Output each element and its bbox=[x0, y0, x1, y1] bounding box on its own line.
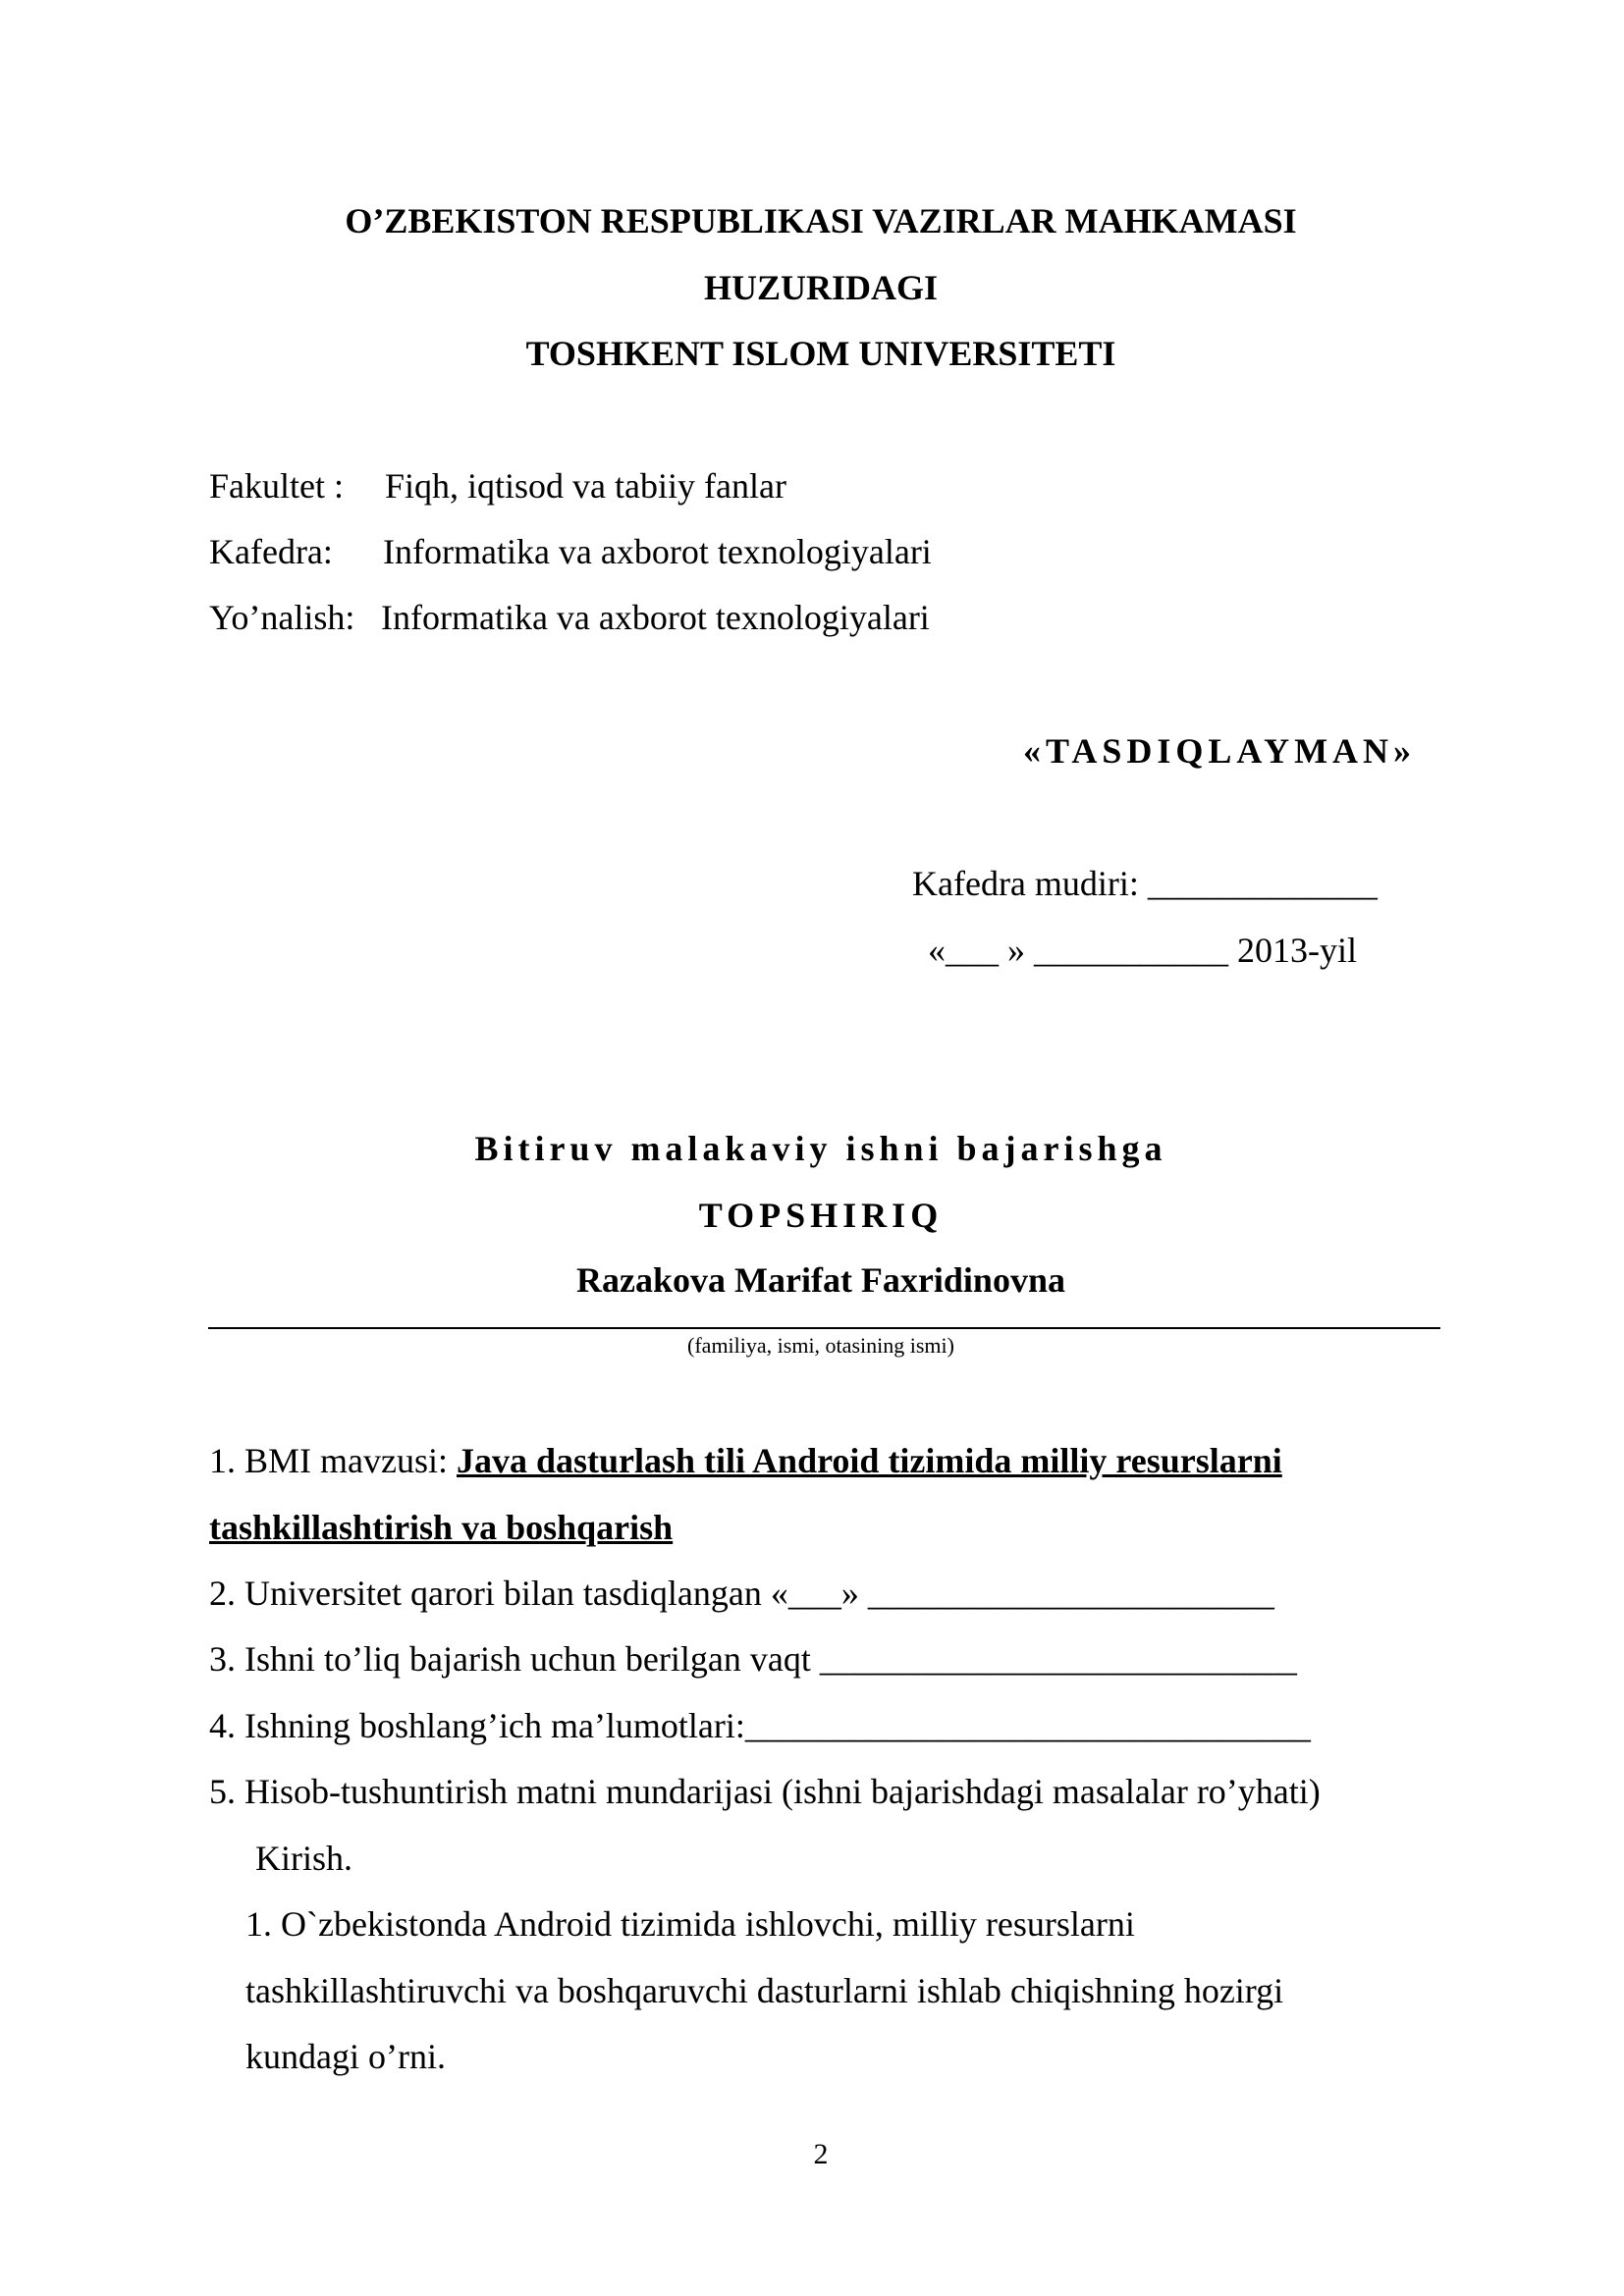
item-3: 3. Ishni to’liq bajarish uchun berilgan vaqt ___________________________ bbox=[209, 1639, 1297, 1679]
item-1-label: 1. BMI mavzusi: bbox=[209, 1441, 457, 1480]
approval-head-line: Kafedra mudiri: _____________ bbox=[912, 864, 1378, 903]
yonalish-label: Yo’nalish: bbox=[209, 598, 355, 637]
item-1 bbox=[209, 1443, 1282, 1478]
subitem-1-line-2: tashkillashtiruvchi va boshqaruvchi dasturlarni ishlab chiqishning hozirgi bbox=[245, 1971, 1284, 2010]
intro-line: Kirish. bbox=[255, 1839, 352, 1878]
item-4: 4. Ishning boshlang’ich ma’lumotlari:________________________________ bbox=[209, 1706, 1311, 1745]
header-line-3: TOSHKENT ISLOM UNIVERSITETI bbox=[525, 334, 1116, 373]
fakultet-label: Fakultet : bbox=[209, 466, 344, 506]
student-name: Razakova Marifat Faxridinovna bbox=[576, 1260, 1065, 1300]
header-line-1: O’ZBEKISTON RESPUBLIKASI VAZIRLAR MAHKAMASI bbox=[345, 201, 1297, 240]
header-line-2: HUZURIDAGI bbox=[703, 268, 939, 307]
page-number: 2 bbox=[813, 2138, 829, 2170]
task-title-line-1: Bitiruv malakaviy ishni bajarishga bbox=[474, 1129, 1167, 1168]
yonalish-value: Informatika va axborot texnologiyalari bbox=[381, 598, 930, 637]
kafedra-label: Kafedra: bbox=[209, 532, 333, 571]
kafedra-value: Informatika va axborot texnologiyalari bbox=[383, 532, 932, 571]
approval-title: «TASDIQLAYMAN» bbox=[1023, 731, 1417, 771]
item-1-topic-part-2: tashkillashtirish va boshqarish bbox=[209, 1508, 674, 1547]
name-caption: (familiya, ismi, otasining ismi) bbox=[687, 1333, 954, 1358]
approval-date-line: «___ » ___________ 2013-yil bbox=[928, 931, 1357, 970]
item-5: 5. Hisob-tushuntirish matni mundarijasi (ishni bajarishdagi masalalar ro’yhati) bbox=[209, 1772, 1321, 1811]
task-title-line-2: TOPSHIRIQ bbox=[698, 1196, 944, 1235]
name-underline bbox=[208, 1327, 1440, 1329]
item-2: 2. Universitet qarori bilan tasdiqlangan «___» _______________________ bbox=[209, 1574, 1274, 1613]
subitem-1-line-1: 1. O`zbekistonda Android tizimida ishlovchi, milliy resurslarni bbox=[245, 1904, 1135, 1944]
item-1-topic-part-1: Java dasturlash tili Android tizimida milliy resurslarni bbox=[456, 1441, 1282, 1480]
fakultet-value: Fiqh, iqtisod va tabiiy fanlar bbox=[385, 466, 786, 506]
subitem-1-line-3: kundagi o’rni. bbox=[245, 2037, 446, 2076]
